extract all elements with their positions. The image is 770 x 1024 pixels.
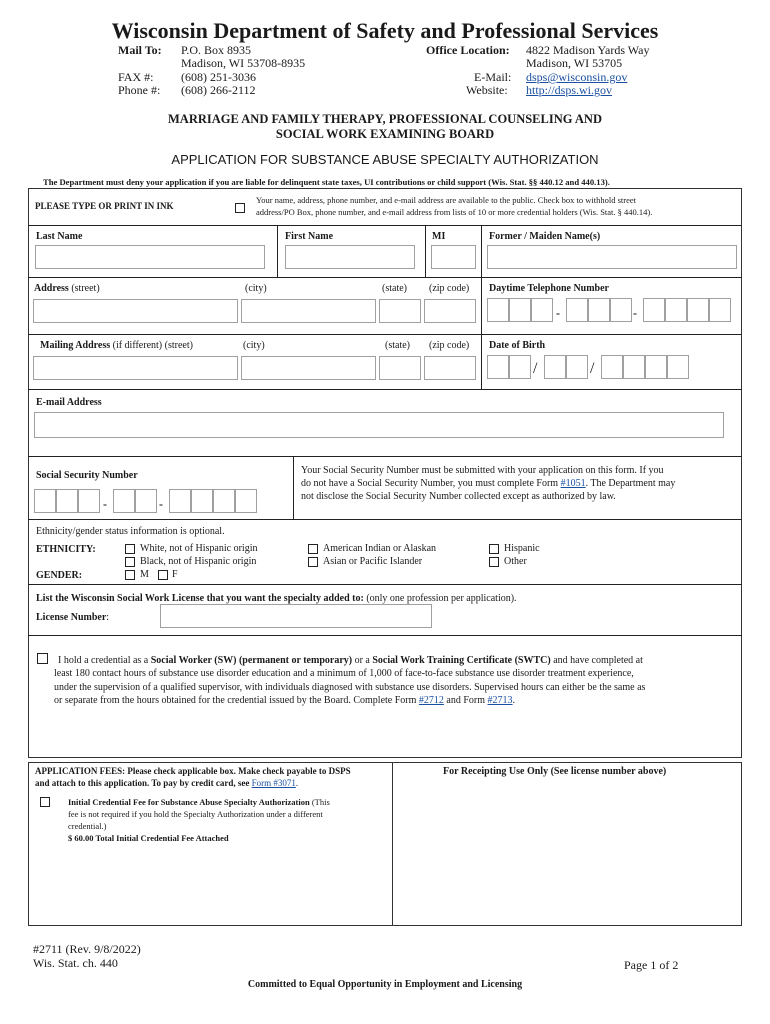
daytime-phone-label: Daytime Telephone Number [489, 283, 609, 294]
page-number: Page 1 of 2 [624, 958, 679, 972]
name-row-top-rule [28, 225, 742, 226]
credential-swtc-bold: Social Work Training Certificate (SWTC) [372, 655, 551, 666]
address-label [34, 283, 100, 294]
website-link[interactable]: http://dsps.wi.gov [526, 83, 613, 97]
ssn-digit-box[interactable] [34, 489, 56, 513]
name-row-divider-3 [481, 225, 482, 277]
phone-digit-box[interactable] [687, 298, 709, 322]
ssn-digit-box[interactable] [135, 489, 157, 513]
ssn-row-top-rule [28, 456, 742, 457]
ethnicity-black-label: Black, not of Hispanic origin [140, 556, 257, 567]
ssn-row-divider [293, 456, 294, 519]
phone-label: Phone #: [118, 83, 161, 97]
email-address-input[interactable] [34, 412, 724, 438]
mailing-address-hint: (if different) (street) [112, 340, 193, 351]
address-zip-hint: (zip code) [429, 283, 470, 294]
withhold-info-checkbox[interactable] [235, 203, 245, 213]
fax-value: (608) 251-3036 [181, 70, 256, 84]
ssn-digit-box[interactable] [113, 489, 135, 513]
license-question-bold: List the Wisconsin Social Work License that you want the specialty added to: [36, 593, 364, 604]
withhold-info-text-line2: address/PO Box, phone number, and e-mail address from lists of 10 or more credential holders (Wis. Stat. § 440.14). [256, 207, 653, 217]
ethnicity-other-checkbox[interactable] [489, 557, 499, 567]
ssn-separator: - [103, 497, 107, 511]
initial-fee-checkbox[interactable] [40, 797, 50, 807]
mailing-city-input[interactable] [241, 356, 376, 380]
ethnicity-black-checkbox[interactable] [125, 557, 135, 567]
credential-text-part3: and have completed at [550, 655, 643, 666]
email-address-label: E-mail Address [36, 397, 102, 408]
license-number-label-text: License Number [36, 612, 107, 623]
board-name-line1: MARRIAGE AND FAMILY THERAPY, PROFESSIONAL COUNSELING AND [168, 112, 602, 126]
phone-digit-box[interactable] [709, 298, 731, 322]
credential-statement-line4 [54, 695, 515, 706]
office-line2: Madison, WI 53705 [526, 56, 623, 70]
ssn-note-line3: not disclose the Social Security Number collected except as authorized by law. [301, 491, 616, 502]
credential-statement-line3: under the supervision of a qualified supervisor, with individuals diagnosed with substance use disorders. Supervised hours can either be the same as [54, 682, 646, 693]
fax-label: FAX #: [118, 70, 154, 84]
former-name-input[interactable] [487, 245, 737, 269]
form-2713-link[interactable]: #2713 [487, 695, 513, 706]
credential-sw-bold: Social Worker (SW) (permanent or temporary) [150, 655, 353, 666]
initial-fee-line2: fee is not required if you hold the Specialty Authorization under a different [68, 809, 323, 819]
ssn-note-line2-end: . The Department may [585, 478, 676, 489]
ethnicity-white-checkbox[interactable] [125, 544, 135, 554]
credential-text-part1: I hold a credential as a [58, 655, 151, 666]
mi-input[interactable] [431, 245, 476, 269]
address-zip-input[interactable] [424, 299, 476, 323]
dob-digit-box[interactable] [487, 355, 509, 379]
address-row-divider [481, 277, 482, 389]
initial-fee-title: Initial Credential Fee for Substance Abuse Specialty Authorization [68, 797, 310, 807]
first-name-label: First Name [285, 231, 334, 242]
ssn-note-line1: Your Social Security Number must be submitted with your application on this form. If you [301, 465, 664, 476]
license-question [36, 593, 517, 604]
former-name-label: Former / Maiden Name(s) [489, 231, 601, 242]
phone-digit-box[interactable] [509, 298, 531, 322]
fees-line2-start: and attach to this application. To pay by credit card, see [35, 778, 252, 788]
withhold-info-text-line1: Your name, address, phone number, and e-mail address are available to the public. Check box to withhold street [256, 195, 637, 205]
dob-separator: / [590, 360, 595, 377]
phone-digit-box[interactable] [665, 298, 687, 322]
mailing-street-input[interactable] [33, 356, 238, 380]
dob-digit-box[interactable] [544, 355, 566, 379]
address-state-hint: (state) [382, 283, 407, 294]
gender-female-label: F [172, 569, 178, 580]
mailing-state-hint: (state) [385, 340, 410, 351]
office-line1: 4822 Madison Yards Way [526, 43, 650, 57]
address-label-text: Address [34, 283, 69, 294]
license-number-label [36, 612, 109, 623]
ethnicity-american-indian-checkbox[interactable] [308, 544, 318, 554]
phone-digit-box[interactable] [643, 298, 665, 322]
mailing-zip-hint: (zip code) [429, 340, 470, 351]
dob-digit-box[interactable] [645, 355, 667, 379]
agency-title: Wisconsin Department of Safety and Professional Services [111, 18, 659, 43]
ssn-digit-box[interactable] [191, 489, 213, 513]
mailing-zip-input[interactable] [424, 356, 476, 380]
gender-male-checkbox[interactable] [125, 570, 135, 580]
ethnicity-row-top-rule [28, 519, 742, 520]
mi-label: MI [432, 231, 446, 242]
credential-row-top-rule [28, 635, 742, 636]
address-street-input[interactable] [33, 299, 238, 323]
ethnicity-hispanic-label: Hispanic [504, 543, 540, 554]
initial-fee-total: $ 60.00 Total Initial Credential Fee Attached [68, 833, 229, 843]
tax-notice: The Department must deny your application if you are liable for delinquent state taxes, UI contributions or child support (Wis. Stat. §§ 440.12 and 440.13). [43, 177, 610, 187]
last-name-label: Last Name [36, 231, 83, 242]
dob-separator: / [533, 360, 538, 377]
phone-digit-box[interactable] [531, 298, 553, 322]
credential-line4-start: or separate from the hours obtained for the credential issued by the Board. Complete Form [54, 695, 419, 706]
receipting-label: For Receipting Use Only (See license number above) [443, 766, 667, 777]
form-2712-link[interactable]: #2712 [418, 695, 444, 706]
fees-instructions-line1: APPLICATION FEES: Please check applicable box. Make check payable to DSPS [35, 766, 351, 776]
address-city-hint: (city) [245, 283, 267, 294]
date-of-birth-label: Date of Birth [489, 340, 546, 351]
ssn-note-line2 [301, 478, 675, 489]
application-title: APPLICATION FOR SUBSTANCE ABUSE SPECIALTY AUTHORIZATION [171, 152, 599, 167]
gender-male-label: M [140, 569, 149, 580]
ssn-note-line2-start: do not have a Social Security Number, you must complete Form [301, 478, 561, 489]
receipting-frame [393, 762, 742, 926]
fees-line2-end: . [295, 778, 299, 788]
dob-digit-box[interactable] [623, 355, 645, 379]
dob-digit-box[interactable] [566, 355, 588, 379]
license-number-input[interactable] [160, 604, 432, 628]
phone-digit-box[interactable] [487, 298, 509, 322]
phone-digit-box[interactable] [588, 298, 610, 322]
address-state-input[interactable] [379, 299, 421, 323]
address-street-hint: (street) [71, 283, 100, 294]
credential-line4-and: and Form [443, 695, 488, 706]
mailing-state-input[interactable] [379, 356, 421, 380]
mail-address-line2: Madison, WI 53708-8935 [181, 56, 306, 70]
last-name-input[interactable] [35, 245, 265, 269]
license-row-top-rule [28, 584, 742, 585]
form-number: #2711 (Rev. 9/8/2022) [33, 942, 141, 956]
form-3071-link[interactable]: Form #3071 [251, 778, 296, 788]
initial-fee-note-start: (This [309, 797, 330, 807]
credential-statement-line1 [58, 655, 643, 666]
gender-female-checkbox[interactable] [158, 570, 168, 580]
license-question-rest: (only one profession per application). [363, 593, 517, 604]
ethnicity-label: ETHNICITY: [36, 544, 96, 555]
phone-value: (608) 266-2112 [181, 83, 256, 97]
ethnicity-other-label: Other [504, 556, 527, 567]
email-link[interactable]: dsps@wisconsin.gov [526, 70, 628, 84]
mailing-address-label-text: Mailing Address [40, 340, 111, 351]
initial-fee-line3: credential.) [68, 821, 107, 831]
equal-opportunity-motto: Committed to Equal Opportunity in Employment and Licensing [247, 979, 523, 990]
ethnicity-white-label: White, not of Hispanic origin [140, 543, 258, 554]
credential-statement-line2: least 180 contact hours of substance use disorder education and a minimum of 1,000 of face-to-face substance use disorder treatment experience, [54, 668, 634, 679]
address-row-top-rule [28, 277, 742, 278]
name-row-divider-2 [425, 225, 426, 277]
ethnicity-optional-note: Ethnicity/gender status information is optional. [36, 526, 225, 537]
mailing-address-label [40, 340, 193, 351]
mail-address-line1: P.O. Box 8935 [181, 43, 252, 57]
mailing-row-top-rule [28, 334, 742, 335]
ssn-digit-box[interactable] [235, 489, 257, 513]
dob-digit-box[interactable] [601, 355, 623, 379]
ssn-digit-box[interactable] [78, 489, 100, 513]
first-name-input[interactable] [285, 245, 415, 269]
board-name-line2: SOCIAL WORK EXAMINING BOARD [275, 127, 495, 141]
address-city-input[interactable] [241, 299, 376, 323]
mailing-city-hint: (city) [243, 340, 265, 351]
ssn-digit-box[interactable] [169, 489, 191, 513]
ethnicity-hispanic-checkbox[interactable] [489, 544, 499, 554]
gender-label: GENDER: [36, 570, 83, 581]
office-location-label: Office Location: [426, 43, 510, 57]
dob-digit-box[interactable] [667, 355, 689, 379]
dob-digit-box[interactable] [509, 355, 531, 379]
phone-digit-box[interactable] [566, 298, 588, 322]
license-number-colon: : [106, 612, 110, 623]
phone-digit-box[interactable] [610, 298, 632, 322]
ssn-digit-box[interactable] [213, 489, 235, 513]
ssn-label: Social Security Number [36, 470, 138, 481]
initial-fee-line1 [68, 797, 330, 807]
email-row-top-rule [28, 389, 742, 390]
credential-line4-period: . [512, 695, 516, 706]
mail-to-label: Mail To: [118, 43, 162, 57]
credential-text-part2: or a [352, 655, 373, 666]
ethnicity-asian-label: Asian or Pacific Islander [323, 556, 423, 567]
ethnicity-asian-checkbox[interactable] [308, 557, 318, 567]
website-label: Website: [466, 83, 508, 97]
credential-checkbox[interactable] [37, 653, 48, 664]
name-row-divider-1 [277, 225, 278, 277]
ssn-separator: - [159, 497, 163, 511]
statute-reference: Wis. Stat. ch. 440 [33, 956, 118, 970]
email-label: E-Mail: [474, 70, 512, 84]
ethnicity-american-indian-label: American Indian or Alaskan [323, 543, 437, 554]
ssn-digit-box[interactable] [56, 489, 78, 513]
fees-instructions-line2 [35, 778, 298, 788]
phone-separator: - [556, 306, 560, 320]
print-in-ink-label: PLEASE TYPE OR PRINT IN INK [35, 201, 174, 211]
form-1051-link[interactable]: #1051 [560, 478, 586, 489]
phone-separator: - [633, 306, 637, 320]
